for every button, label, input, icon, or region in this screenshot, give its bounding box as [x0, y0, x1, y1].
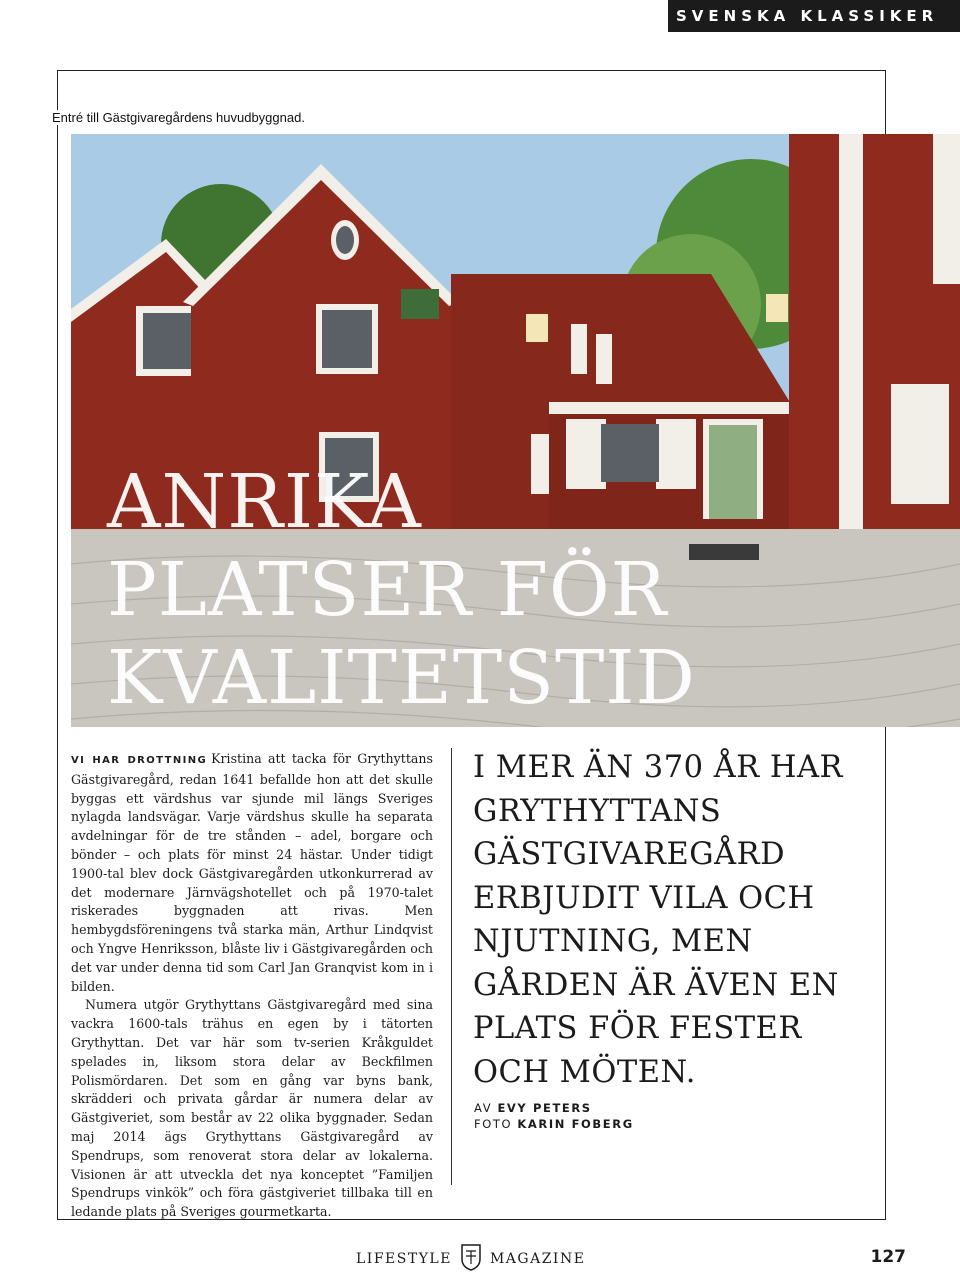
brand-left: LIFESTYLE [356, 1251, 452, 1267]
crest-icon [460, 1243, 482, 1275]
body-paragraph-1 [71, 750, 433, 996]
page-number: 127 [870, 1247, 906, 1267]
body-text [71, 750, 433, 1222]
headline-line-3: KVALITETSTID [107, 635, 696, 721]
magazine-footer [356, 1244, 585, 1274]
column-divider [451, 748, 452, 1185]
headline-line-2: PLATSER FÖR [107, 547, 668, 633]
author-name: EVY PETERS [497, 1101, 592, 1115]
brand-right: MAGAZINE [489, 1251, 586, 1267]
headline-line-1: ANRIKA [107, 459, 422, 545]
photo-caption: Entré till Gästgivaregårdens huvudbyggnad. [52, 110, 305, 125]
headline [107, 458, 696, 722]
paragraph-1-text: Kristina att tacka för Grythyttans Gästgivaregård, redan 1641 befallde hon att det skulle byggas ett värdshus var sjunde mil längs Sveriges nylagda landsvägar. Varje värdshus skulle ha separata avdelningar för de tre stånden – adel, borgare och bönder – och plats för minst 24 hästar. Under tidigt 1900-tal blev dock Gästgivaregården utkonkurrerad av det modernare Järnvägshotellet och på 1970-talet riskerades byggnaden att rivas. Men hembygdsföreningens två starka män, Arthur Lindqvist och Yngve Henriksson, blåste liv i Gästgivaregården och det var under denna tid som Carl Jan Granqvist kom in i bilden. [71, 751, 433, 994]
lead-in: VI HAR DROTTNING [71, 755, 208, 766]
pull-quote: I MER ÄN 370 ÅR HAR GRYTHYTTANS GÄSTGIVAREGÅRD ERBJUDIT VILA OCH NJUTNING, MEN GÅRDEN ÄR ÄVEN EN PLATS FÖR FESTER OCH MÖTEN. [473, 750, 843, 1090]
byline [474, 1100, 634, 1132]
author-prefix: AV [474, 1101, 493, 1115]
photographer-name: KARIN FOBERG [517, 1117, 634, 1131]
section-tag: SVENSKA KLASSIKER [668, 0, 960, 32]
photo-prefix: FOTO [474, 1117, 513, 1131]
body-paragraph-2: Numera utgör Grythyttans Gästgivaregård med sina vackra 1600-tals trähus en egen by i tätorten Grythyttan. Det var här som tv-serien Kråkguldet spelades in, liksom stora delar av Beckfilmen Polismördaren. Det som en gång var byns bank, skrädderi och privata gårdar är numera delar av Gästgiveriet, som består av 22 olika byggnader. Sedan maj 2014 ägs Grythyttans Gästgivaregård av Spendrups, som renoverat stora delar av lokalerna. Visionen är att utveckla det nya konceptet ”Familjen Spendrups vinkök” och föra gästgiveriet tillbaka till en ledande plats på Sveriges gourmetkarta. [71, 997, 433, 1220]
photo-credit [474, 1116, 634, 1132]
author-credit [474, 1100, 634, 1116]
